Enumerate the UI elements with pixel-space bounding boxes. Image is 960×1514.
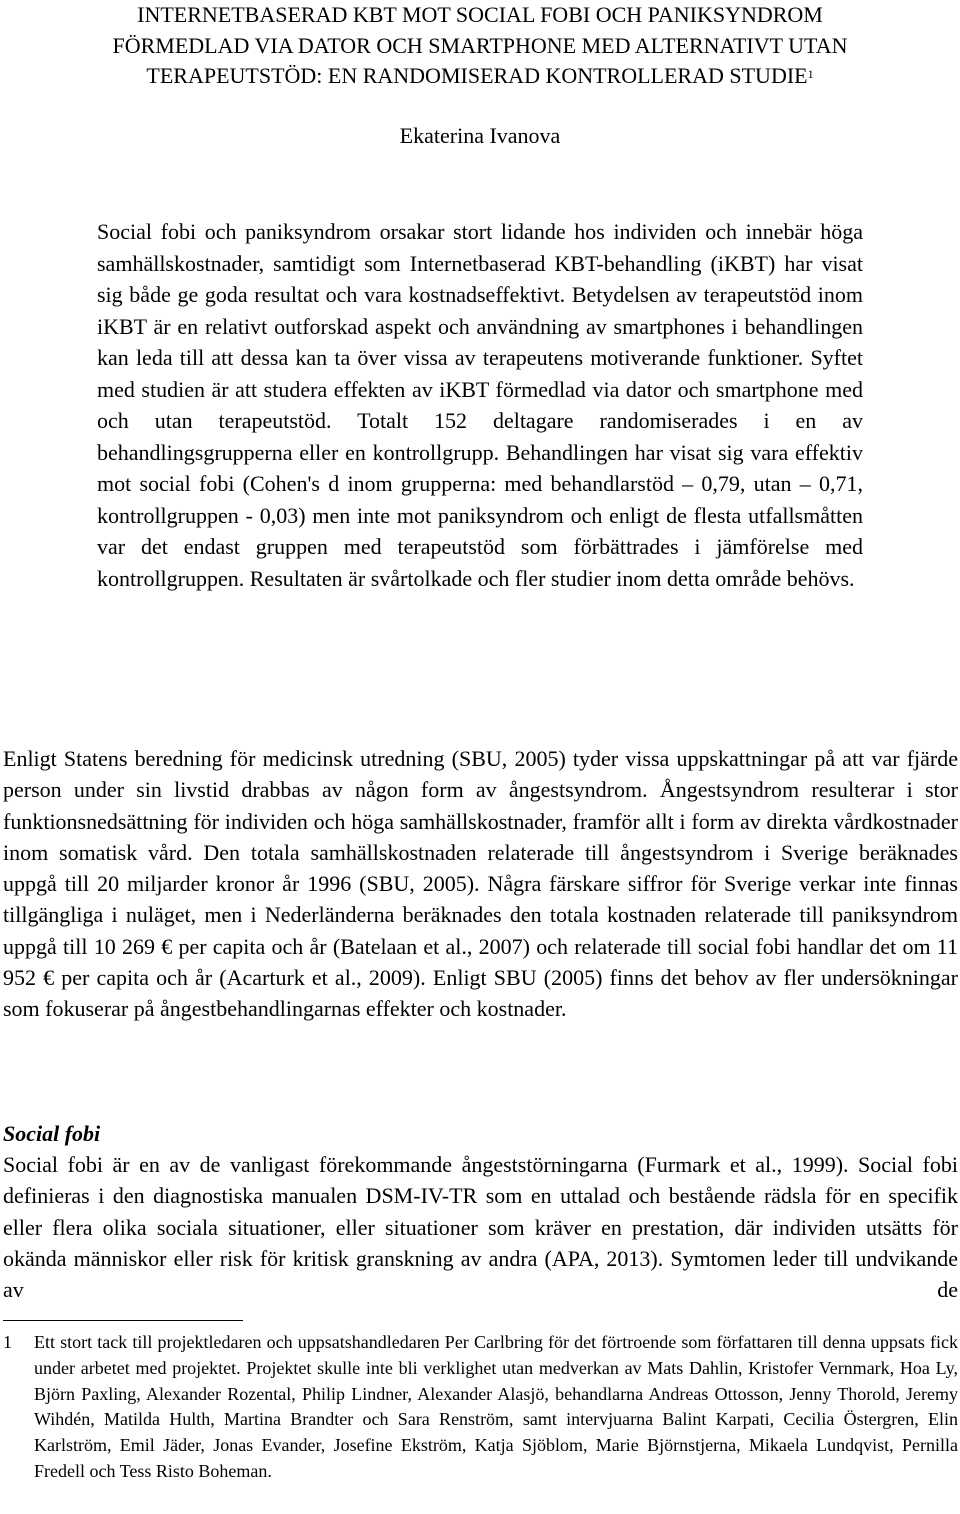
- title-line-3-text: TERAPEUTSTÖD: EN RANDOMISERAD KONTROLLERAD STUDIE: [146, 63, 808, 88]
- footnote-separator: [3, 1320, 243, 1321]
- body-paragraph-intro: Enligt Statens beredning för medicinsk utredning (SBU, 2005) tyder vissa uppskattningar på att var fjärde person under sin livstid drabbas av någon form av ångestsyndrom. Ångestsyndrom resulterar i stor funktionsnedsättning för individen och höga samhällskostnader, framför allt i form av direkta vårdkostnader inom somatisk vård. Den totala samhällskostnaden relaterade till ångestsyndrom i Sverige beräknades uppgå till 20 miljarder kronor år 1996 (SBU, 2005). Några färskare siffror för Sverige verkar inte finnas tillgängliga i nuläget, men i Nederländerna beräknades den totala kostnaden relaterade till paniksyndrom uppgå till 10 269 € per capita och år (Batelaan et al., 2007) och relaterade till social fobi handlar det om 11 952 € per capita och år (Acarturk et al., 2009). Enligt SBU (2005) finns det behov av fler undersökningar som fokuserar på ångestbehandlingarnas effekter och kostnader.: [3, 746, 958, 1021]
- abstract: Social fobi och paniksyndrom orsakar stort lidande hos individen och innebär höga samhällskostnader, samtidigt som Internetbaserad KBT-behandling (iKBT) har visat sig både ge goda resultat och vara kostnadseffektivt. Betydelsen av terapeutstöd inom iKBT är en relativt outforskad aspekt och användning av smartphones i behandlingen kan leda till att dessa kan ta över vissa av terapeutens motiverande funktioner. Syftet med studien är att studera effekten av iKBT förmedlad via dator och smartphone med och utan terapeutstöd. Totalt 152 deltagare randomiserades i en av behandlingsgrupperna eller en kontrollgrupp. Behandlingen har visat sig vara effektiv mot social fobi (Cohen's d inom grupperna: med behandlarstöd – 0,79, utan – 0,71, kontrollgruppen - 0,03) men inte mot paniksyndrom och enligt de flesta utfallsmåtten var det endast gruppen med terapeutstöd som förbättrades i jämförelse med kontrollgruppen. Resultaten är svårtolkade och fler studier inom detta område behövs.: [97, 219, 863, 591]
- paper-title: [0, 0, 960, 92]
- section-heading-social-fobi: Social fobi: [3, 1121, 101, 1146]
- author-name: Ekaterina Ivanova: [399, 123, 561, 148]
- footnote-text: Ett stort tack till projektledaren och uppsatshandledaren Per Carlbring för det förtroende som författaren till denna uppsats fick under arbetet med projektet. Projektet skulle inte bli verklighet utan medverkan av Mats Dahlin, Kristofer Vernmark, Hoa Ly, Björn Paxling, Alexander Rozental, Philip Lindner, Alexander Alasjö, behandlarna Andreas Ottosson, Jenny Thorold, Jeremy Wihdén, Matilda Hulth, Martina Brandter och Sara Renström, samt intervjuarna Balint Karpati, Cecilia Östergren, Elin Karlström, Emil Jäder, Jonas Evander, Josefine Ekström, Katja Sjöblom, Marie Björnstjerna, Mikaela Lundqvist, Pernilla Fredell och Tess Risto Boheman.: [34, 1332, 958, 1481]
- title-line-2: FÖRMEDLAD VIA DATOR OCH SMARTPHONE MED ALTERNATIVT UTAN: [112, 32, 848, 58]
- body-paragraph-social-fobi: Social fobi är en av de vanligast förekommande ångeststörningarna (Furmark et al., 1999). Social fobi definieras i den diagnostiska manualen DSM-IV-TR som en uttalad och bestående rädsla för en specifik eller flera olika sociala situationer, eller situationer som kräver en prestation, där individen utsätts för okända människor eller risk för kritisk granskning av andra (APA, 2013). Symtomen leder till undvikande av de: [3, 1152, 958, 1302]
- footnote: [3, 1330, 958, 1485]
- footnote-number: 1: [3, 1332, 12, 1352]
- title-line-1: INTERNETBASERAD KBT MOT SOCIAL FOBI OCH PANIKSYNDROM: [137, 2, 823, 27]
- title-footnote-mark: 1: [807, 67, 814, 81]
- title-line-3: [0, 61, 960, 92]
